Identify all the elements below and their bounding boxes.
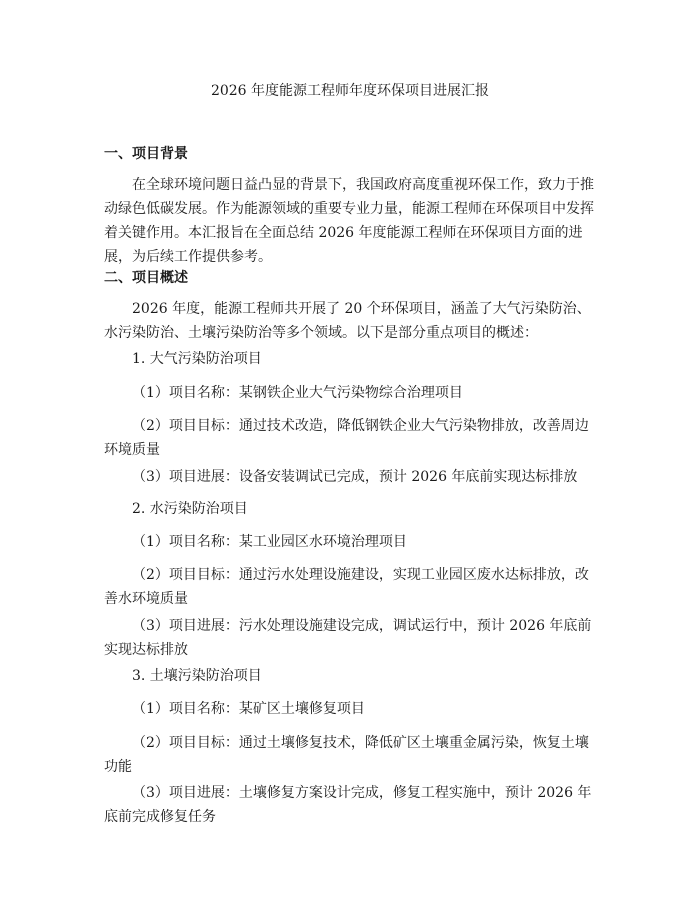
project-goal: （2）项目目标：通过土壤修复技术，降低矿区土壤重金属污染，恢复土壤功能 xyxy=(104,735,589,775)
background-paragraph: 在全球环境问题日益凸显的背景下，我国政府高度重视环保工作，致力于推动绿色低碳发展。作为能源领域的重要专业力量，能源工程师在环保项目中发挥着关键作用。本汇报旨在全面总结 2026 年度能源工程师在环保项目方面的进展，为后续工作提供参考。 xyxy=(104,177,594,265)
project-name: （1）项目名称：某工业园区水环境治理项目 xyxy=(132,534,407,550)
project-title: 1. 大气污染防治项目 xyxy=(132,351,262,367)
project-progress: （3）项目进展：污水处理设施建设完成，调试运行中，预计 2026 年底前实现达标排放 xyxy=(104,618,592,658)
overview-paragraph: 2026 年度，能源工程师共开展了 20 个环保项目，涵盖了大气污染防治、水污染防治、土壤污染防治等多个领域。以下是部分重点项目的概述： xyxy=(104,301,591,341)
section-heading-background: 一、项目背景 xyxy=(104,146,188,162)
project-progress: （3）项目进展：设备安装调试已完成，预计 2026 年底前实现达标排放 xyxy=(132,469,578,485)
document-title: 2026 年度能源工程师年度环保项目进展汇报 xyxy=(210,83,490,99)
project-name: （1）项目名称：某钢铁企业大气污染物综合治理项目 xyxy=(132,385,463,401)
project-title: 3. 土壤污染防治项目 xyxy=(132,668,262,684)
project-goal: （2）项目目标：通过技术改造，降低钢铁企业大气污染物排放，改善周边环境质量 xyxy=(104,418,589,458)
project-name: （1）项目名称：某矿区土壤修复项目 xyxy=(132,701,365,717)
project-goal: （2）项目目标：通过污水处理设施建设，实现工业园区废水达标排放，改善水环境质量 xyxy=(104,567,589,607)
project-progress: （3）项目进展：土壤修复方案设计完成，修复工程实施中，预计 2026 年底前完成修复任务 xyxy=(104,785,592,825)
section-heading-overview: 二、项目概述 xyxy=(104,270,188,286)
project-title: 2. 水污染防治项目 xyxy=(132,501,248,517)
